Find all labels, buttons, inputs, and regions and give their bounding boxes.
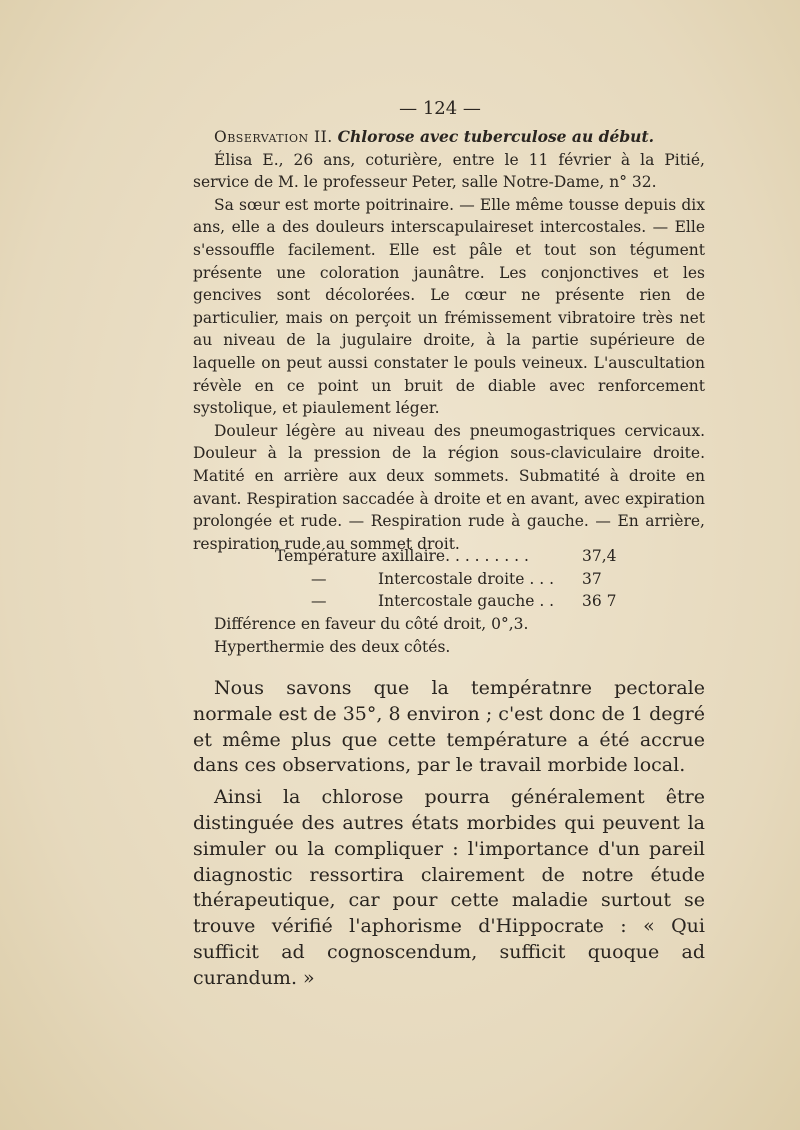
main-text bbox=[193, 676, 705, 998]
observation-label: Observation II. bbox=[214, 128, 333, 146]
temperature-table bbox=[193, 545, 705, 613]
temperature-label: Température axillaire. . . . . . . . . bbox=[275, 547, 529, 565]
ditto-mark: — bbox=[311, 569, 327, 588]
paragraph-patient: Élisa E., 26 ans, coturière, entre le 11 février à la Pitié, service de M. le professeur Peter, salle Notre-Dame, n° 32. bbox=[193, 150, 705, 192]
temperature-row bbox=[193, 545, 705, 568]
paragraph-history: Sa sœur est morte poitrinaire. — Elle même tousse depuis dix ans, elle a des douleurs interscapulaireset intercostales. — Elle s'essouffle facilement. Elle est pâle et tout son tégument présente une coloration jaunâtre. Les conjonctives et les gencives sont décolorées. Le cœur ne présente rien de particulier, mais on perçoit un frémissement vibratoire très net au niveau de la jugulaire droite, à la partie supérieure de laquelle on peut aussi constater le pouls veineux. L'auscultation révèle en ce point un bruit de diable avec renforcement systolique, et piaulement léger. bbox=[193, 195, 705, 418]
ditto-mark: — bbox=[311, 592, 327, 611]
temperature-value: 36 7 bbox=[582, 592, 617, 611]
hyperthermia-line: Hyperthermie des deux côtés. bbox=[214, 637, 451, 656]
temperature-value: 37 bbox=[582, 569, 602, 588]
temperature-row bbox=[193, 590, 705, 613]
temperature-label: Intercostale gauche . . bbox=[378, 592, 555, 611]
page-number: — 124 — bbox=[399, 98, 481, 119]
paragraph-temperature: Nous savons que la températnre pectorale normale est de 35°, 8 environ ; c'est donc de 1 degré et même plus que cette température a été accrue dans ces observations, par le travail morbide local. bbox=[193, 677, 705, 777]
paragraph-exam: Douleur légère au niveau des pneumogastriques cervicaux. Douleur à la pression de la région sous-claviculaire droite. Matité en arrière aux deux sommets. Submatité à droite en avant. Respiration saccadée à droite et en avant, avec expiration prolongée et rude. — Respiration rude à gauche. — En arrière, respiration rude au sommet droit. bbox=[193, 421, 705, 553]
observation-heading bbox=[193, 126, 705, 149]
temperature-label: Intercostale droite . . . bbox=[378, 569, 554, 588]
temperature-row bbox=[193, 568, 705, 591]
temperature-value: 37,4 bbox=[582, 547, 617, 565]
difference-line: Différence en faveur du côté droit, 0°,3. bbox=[214, 615, 529, 633]
observation-title: Chlorose avec tuberculose au début. bbox=[337, 127, 655, 146]
temperature-notes bbox=[193, 613, 705, 658]
paragraph-conclusion: Ainsi la chlorose pourra généralement être distinguée des autres états morbides qui peuvent la simuler ou la compliquer : l'importance d'un pareil diagnostic ressortira clairement de notre étude thérapeutique, car pour cette maladie surtout se trouve vérifié l'aphorisme d'Hippocrate : « Qui sufficit ad cognoscendum, sufficit quoque ad curandum. » bbox=[193, 786, 705, 989]
observation-block bbox=[193, 126, 705, 555]
